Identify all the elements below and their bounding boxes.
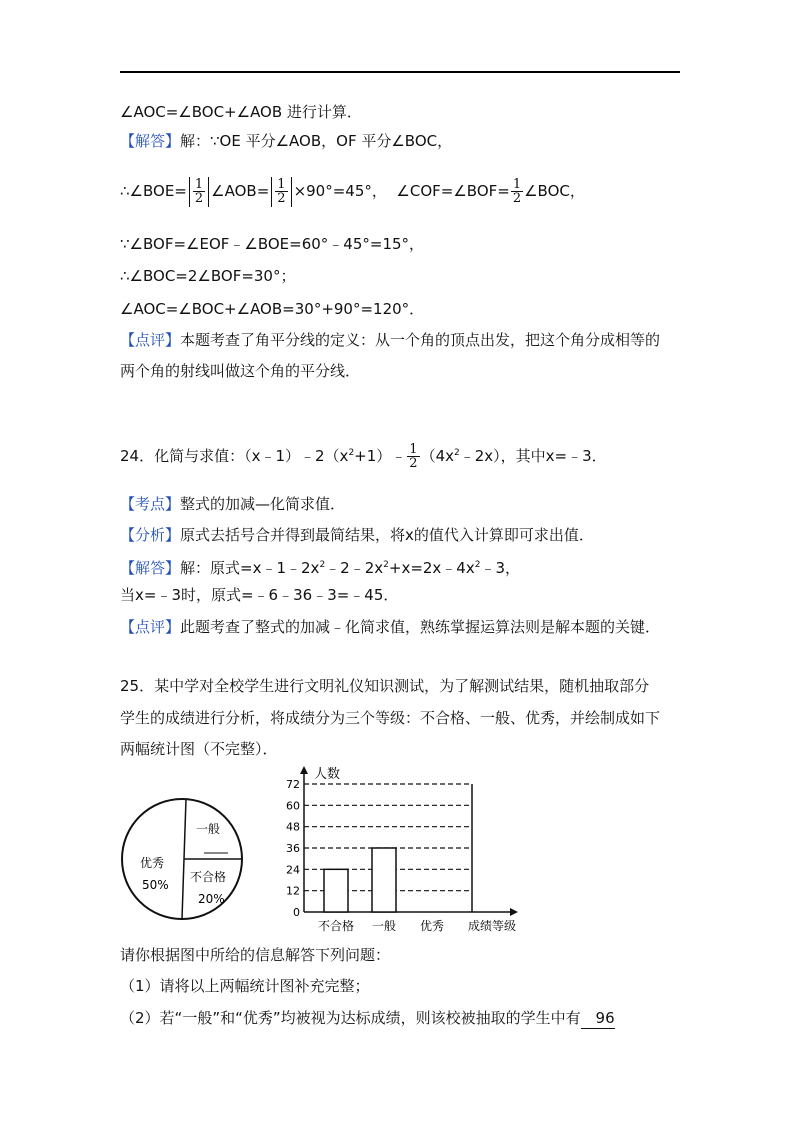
fraction-half [275,178,287,205]
q25-line-1: 25．某中学对全校学生进行文明礼仪知识测试，为了解测试结果，随机抽取部分 [120,677,650,695]
y-tick-label: 72 [286,778,300,791]
q23-line-4: ∵∠BOF=∠EOF﹣∠BOE=60°﹣45°=15°， [120,235,425,253]
pie-label-youxiu: 优秀 [140,856,165,870]
y-tick-label: 24 [286,863,300,877]
q25-line-2: 学生的成绩进行分析，将成绩分为三个等级：不合格、一般、优秀，并绘制成如下 [120,709,661,727]
text-segment: ﹣2x），其中x=﹣3． [459,447,607,465]
fraction-half [511,178,523,205]
x-tick-label: 优秀 [419,919,445,933]
abs-bar [208,177,209,207]
frac-num: 1 [277,177,286,192]
q23-line-5: ∴∠BOC=2∠BOF=30°； [120,267,296,285]
q23-comment [120,330,660,350]
text-segment: ∠COF=∠BOF= [396,182,510,200]
answer-blank: 96 [581,1008,615,1029]
pie-value-buhege: 20% [198,892,225,906]
frac-den: 2 [277,191,286,206]
text-segment: ∴∠BOE= [120,182,187,200]
pie-value-youxiu: 50% [142,878,169,892]
text-segment: 24．化简与求值：（x﹣1）﹣2（x [120,447,349,465]
y-tick-label: 48 [286,820,300,834]
frac-num: 1 [512,177,522,192]
y-axis-arrow [300,766,308,774]
y-tick-label: 60 [286,799,300,813]
pie-label-yiban: 一般 [196,822,221,836]
text-segment: +1）﹣ [354,447,407,465]
frac-den: 2 [194,191,204,206]
q24-substitute: 当x=﹣3时，原式=﹣6﹣36﹣3=﹣45． [120,586,399,604]
y-tick-label: 0 [293,906,300,919]
q23-line-3 [120,174,585,208]
comment-text: 本题考查了角平分线的定义：从一个角的顶点出发，把这个角分成相等的 [180,331,661,349]
analysis-tag: 【分析】 [120,526,181,544]
pie-label-buhege: 不合格 [190,870,227,884]
frac-den: 2 [512,191,522,206]
comment-text: 此题考查了整式的加减﹣化简求值，熟练掌握运算法则是解本题的关键． [180,618,661,636]
bar [324,869,348,912]
y-tick-label: 36 [286,842,300,855]
text-segment: （4x [420,447,454,465]
fraction-half [193,178,205,205]
text-segment: （2）若“一般”和“优秀”均被视为达标成绩，则该校被抽取的学生中有 [120,1009,581,1027]
x-tick-label: 一般 [371,919,397,933]
q23-line-1: ∠AOC=∠BOC+∠AOB 进行计算． [120,103,362,121]
text-segment: +x=2x﹣4x [388,559,475,577]
q23-answer [120,131,452,151]
x-tick-label: 不合格 [317,919,355,933]
analysis-text: 原式去括号合并得到最简结果，将x的值代入计算即可求出值． [180,526,594,544]
abs-bar [271,177,272,207]
q25-line-3: 两幅统计图（不完整）． [120,740,278,758]
comment-tag: 【点评】 [120,618,181,636]
text-segment: ×90°=45°， [293,182,387,200]
header-rule [120,71,680,73]
frac-den: 2 [409,456,418,471]
text-segment: ﹣3， [480,559,521,577]
frac-num: 1 [194,177,204,192]
keypoint-text: 整式的加减—化简求值． [180,495,346,513]
answer-tag: 【解答】 [120,559,181,577]
q24-answer [120,555,520,578]
text-segment: ∠BOC， [524,182,585,200]
q24-keypoint [120,494,345,514]
y-axis-label: 人数 [314,767,341,782]
q23-line-6: ∠AOC=∠BOC+∠AOB=30°+90°=120°． [120,300,425,318]
q25-prompt: 请你根据图中所给的信息解答下列问题： [120,946,391,964]
q23-comment-2: 两个角的射线叫做这个角的平分线． [120,362,361,380]
text-segment: 解：原式=x﹣1﹣2x [180,559,320,577]
frac-num: 1 [409,442,418,457]
superscript: 2 [474,560,481,570]
comment-tag: 【点评】 [120,331,181,349]
pie-chart [118,795,253,930]
q24-comment [120,617,660,637]
text-segment: ∠AOB= [211,182,270,200]
q24-title [120,436,607,473]
x-axis-arrow [510,908,518,916]
text-segment: ﹣2﹣2x [325,559,384,577]
abs-bar [291,177,292,207]
superscript: 2 [383,560,389,570]
keypoint-tag: 【考点】 [120,495,181,513]
abs-bar [189,177,190,207]
superscript: 2 [454,448,460,458]
answer-tag: 【解答】 [120,132,181,150]
x-axis-label: 成绩等级 [467,919,517,933]
bar [372,848,396,912]
q25-part-1: （1）请将以上两幅统计图补充完整； [120,977,370,995]
y-tick-label: 12 [286,884,300,898]
q25-part-2 [120,1008,615,1029]
superscript: 2 [348,448,355,458]
superscript: 2 [319,560,326,570]
bar-chart [270,764,532,940]
q24-analysis [120,525,594,545]
fraction-half [407,443,419,470]
answer-text: 解：∵OE 平分∠AOB，OF 平分∠BOC， [180,132,453,150]
